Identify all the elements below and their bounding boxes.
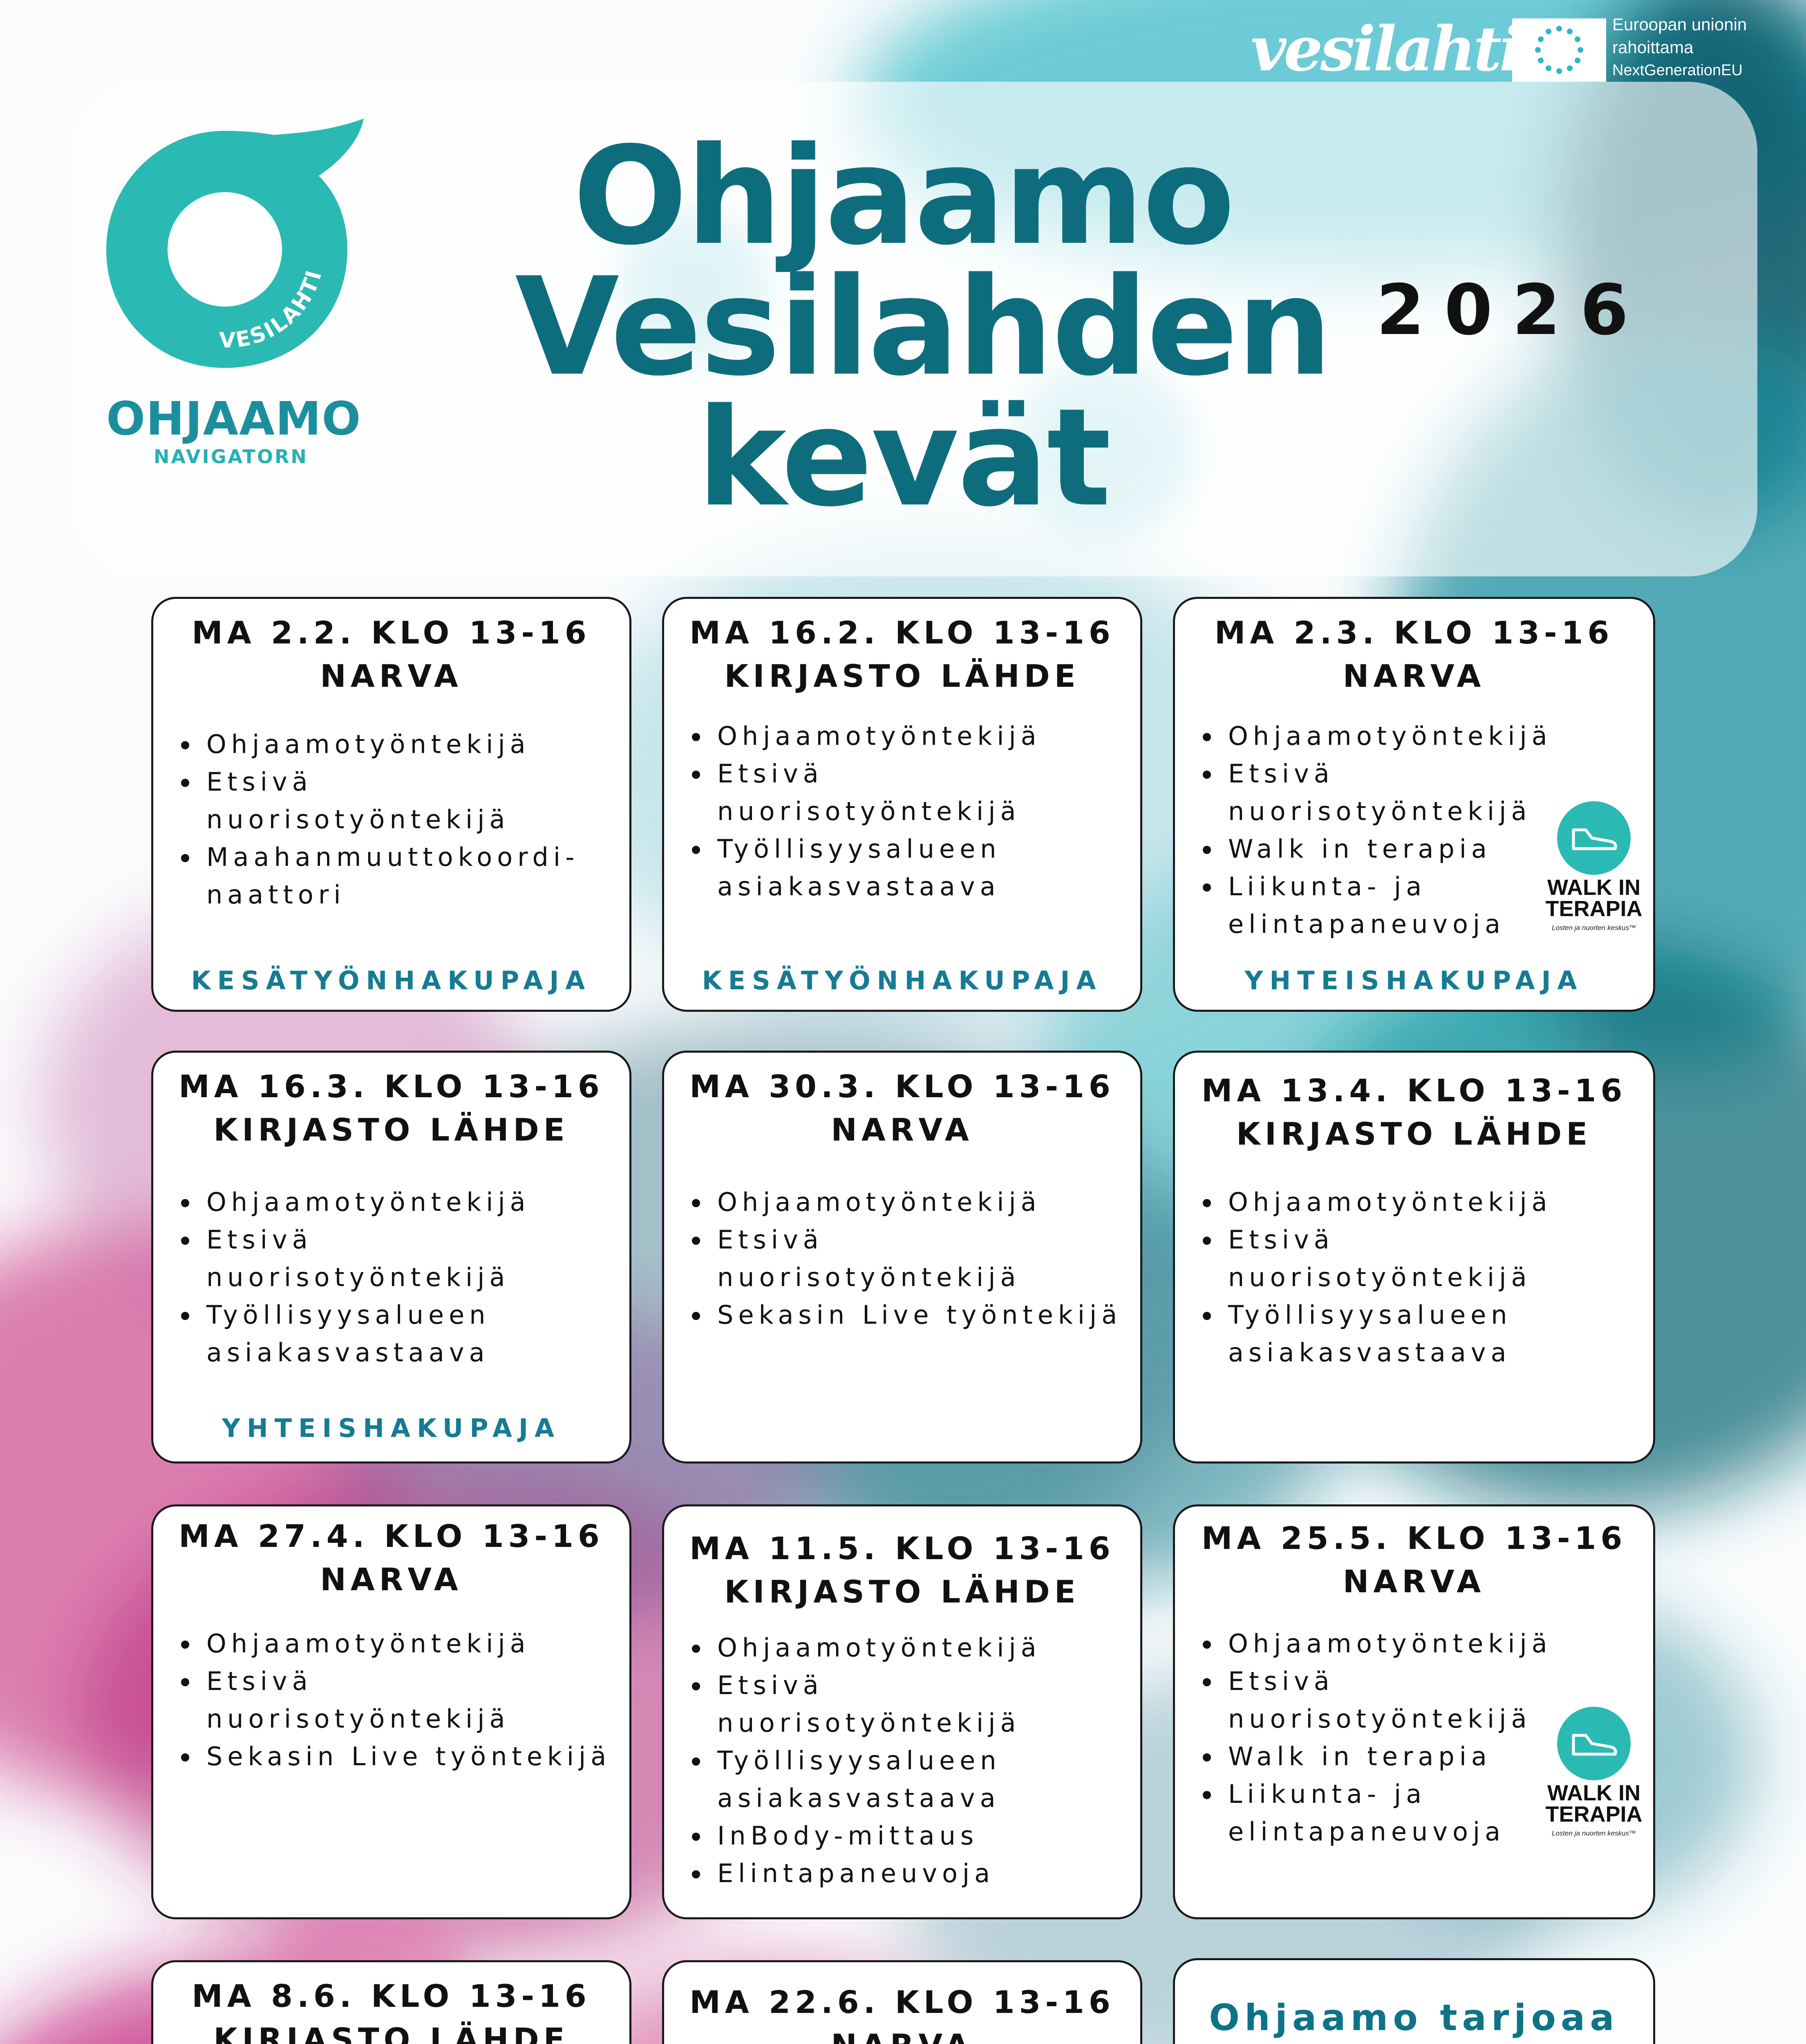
info-line: Ohjaamo tarjoaa: [1191, 1989, 1637, 2044]
walk-in-line: WALK IN: [1539, 877, 1649, 898]
list-item: Etsivä nuorisotyöntekijä: [178, 1221, 621, 1296]
title-line-3: kevät: [515, 392, 1291, 523]
list-item: Ohjaamotyöntekijä: [178, 726, 621, 763]
card-place: KIRJASTO LÄHDE: [664, 1570, 1140, 1614]
card-date: MA 8.6. KLO 13-16: [153, 1975, 629, 2018]
list-item: Ohjaamotyöntekijä: [1200, 1625, 1547, 1663]
list-item: Etsivä nuorisotyöntekijä: [689, 755, 1132, 830]
card-date: MA 30.3. KLO 13-16: [664, 1065, 1140, 1108]
card-place: KIRJASTO LÄHDE: [153, 2018, 629, 2044]
list-item: Työllisyysalueen asiakasvastaava: [1200, 1296, 1645, 1372]
eu-text-line: Euroopan unionin: [1612, 13, 1776, 36]
walk-in-tagline: Losten ja nuorten keskus™: [1539, 924, 1649, 932]
title-line-1: Ohjaamo: [515, 131, 1291, 262]
list-item: Liikunta- ja elintapaneuvoja: [1200, 1775, 1547, 1851]
card-date: MA 25.5. KLO 13-16: [1175, 1517, 1653, 1560]
title-line-2: Vesilahden: [515, 262, 1291, 392]
list-item: Sekasin Live työntekijä: [689, 1296, 1132, 1334]
list-item: Ohjaamotyöntekijä: [689, 1629, 1132, 1667]
card-place: NARVA: [153, 654, 629, 698]
list-item: Työllisyysalueen asiakasvastaava: [178, 1296, 621, 1372]
card-date: MA 2.3. KLO 13-16: [1175, 611, 1653, 654]
list-item: Etsivä nuorisotyöntekijä: [1200, 1221, 1645, 1296]
walk-in-line: TERAPIA: [1539, 1804, 1649, 1825]
logo-subtitle: NAVIGATORN: [106, 446, 356, 468]
list-item: Ohjaamotyöntekijä: [1200, 717, 1547, 755]
list-item: Etsivä nuorisotyöntekijä: [178, 1663, 621, 1738]
card-place: NARVA: [153, 1558, 629, 1601]
card-date: MA 11.5. KLO 13-16: [664, 1527, 1140, 1570]
card-place: NARVA: [1175, 1560, 1653, 1603]
workshop-label: YHTEISHAKUPAJA: [153, 1413, 629, 1443]
card-date: MA 2.2. KLO 13-16: [153, 611, 629, 654]
logo-name: OHJAAMO: [106, 392, 356, 446]
list-item: Etsivä nuorisotyöntekijä: [178, 763, 621, 838]
list-item: Ohjaamotyöntekijä: [178, 1183, 621, 1221]
list-item: Ohjaamotyöntekijä: [689, 1183, 1132, 1221]
card-date: MA 22.6. KLO 13-16: [664, 1981, 1140, 2024]
svg-text:VESILAHTI: VESILAHTI: [219, 267, 327, 353]
card-date: MA 16.2. KLO 13-16: [664, 611, 1140, 654]
card-place: KIRJASTO LÄHDE: [153, 1108, 629, 1152]
card-place: KIRJASTO LÄHDE: [664, 654, 1140, 698]
list-item: Työllisyysalueen asiakasvastaava: [689, 1742, 1132, 1817]
list-item: Sekasin Live työntekijä: [178, 1738, 621, 1775]
list-item: Maahanmuuttokoordi-naattori: [178, 838, 621, 914]
list-item: Elintapaneuvoja: [689, 1855, 1132, 1892]
list-item: Ohjaamotyöntekijä: [689, 717, 1132, 755]
year: 2026: [1357, 270, 1667, 351]
card-place: NARVA: [1175, 654, 1653, 698]
list-item: Ohjaamotyöntekijä: [178, 1625, 621, 1663]
list-item: Liikunta- ja elintapaneuvoja: [1200, 868, 1547, 943]
workshop-label: KESÄTYÖNHAKUPAJA: [153, 966, 629, 995]
card-place: NARVA: [664, 1108, 1140, 1152]
list-item: InBody-mittaus: [689, 1817, 1132, 1855]
card-date: MA 13.4. KLO 13-16: [1175, 1069, 1653, 1112]
walk-in-line: TERAPIA: [1539, 898, 1649, 919]
eu-text-line: NextGenerationEU: [1612, 59, 1776, 82]
list-item: Etsivä nuorisotyöntekijä: [1200, 755, 1547, 830]
walk-in-tagline: Losten ja nuorten keskus™: [1539, 1829, 1649, 1838]
vesilahti-logo: vesilahti: [1251, 10, 1479, 88]
list-item: Walk in terapia: [1200, 830, 1547, 868]
list-item: Ohjaamotyöntekijä: [1200, 1183, 1645, 1221]
list-item: Etsivä nuorisotyöntekijä: [689, 1221, 1132, 1296]
card-place: KIRJASTO LÄHDE: [1175, 1112, 1653, 1156]
workshop-label: YHTEISHAKUPAJA: [1175, 966, 1653, 995]
eu-text-line: rahoittama: [1612, 36, 1776, 59]
card-date: MA 27.4. KLO 13-16: [153, 1515, 629, 1558]
workshop-label: KESÄTYÖNHAKUPAJA: [664, 966, 1140, 995]
list-item: Etsivä nuorisotyöntekijä: [1200, 1663, 1547, 1738]
list-item: Walk in terapia: [1200, 1738, 1547, 1775]
walk-in-line: WALK IN: [1539, 1782, 1649, 1804]
card-date: MA 16.3. KLO 13-16: [153, 1065, 629, 1108]
list-item: Etsivä nuorisotyöntekijä: [689, 1667, 1132, 1742]
list-item: Työllisyysalueen asiakasvastaava: [689, 830, 1132, 905]
